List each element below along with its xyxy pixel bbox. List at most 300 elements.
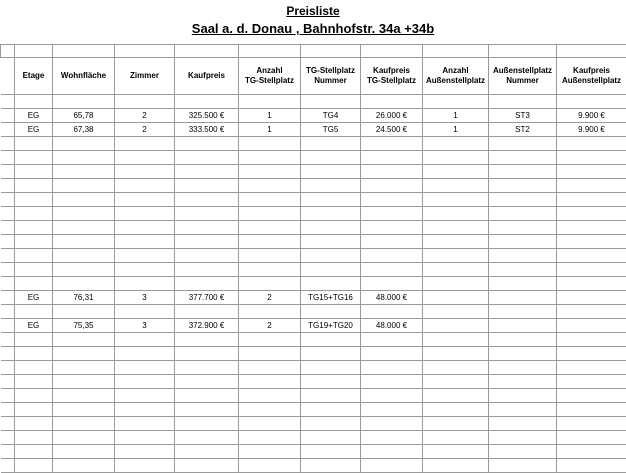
table-cell[interactable]: 65,78 <box>53 109 115 123</box>
table-cell-empty[interactable] <box>239 165 301 179</box>
table-row[interactable] <box>1 445 626 459</box>
table-cell-empty[interactable] <box>239 235 301 249</box>
table-cell-empty[interactable] <box>53 277 115 291</box>
table-cell-empty[interactable] <box>175 221 239 235</box>
table-cell-empty[interactable] <box>15 403 53 417</box>
table-cell-empty[interactable] <box>53 263 115 277</box>
table-cell-empty[interactable] <box>15 193 53 207</box>
table-cell[interactable]: 1 <box>239 123 301 137</box>
table-cell-empty[interactable] <box>301 417 361 431</box>
table-cell-empty[interactable] <box>115 179 175 193</box>
table-cell-empty[interactable] <box>361 263 423 277</box>
table-cell-empty[interactable] <box>15 249 53 263</box>
table-cell-empty[interactable] <box>489 179 557 193</box>
table-cell-empty[interactable] <box>557 375 626 389</box>
table-cell-empty[interactable] <box>361 403 423 417</box>
table-cell-empty[interactable] <box>361 305 423 319</box>
table-cell-empty[interactable] <box>53 459 115 473</box>
table-cell-empty[interactable] <box>1 305 15 319</box>
table-row[interactable] <box>1 95 626 109</box>
table-cell[interactable] <box>423 291 489 305</box>
table-cell-empty[interactable] <box>423 459 489 473</box>
table-cell-empty[interactable] <box>557 151 626 165</box>
table-cell-empty[interactable] <box>53 417 115 431</box>
table-cell-empty[interactable] <box>175 375 239 389</box>
table-cell-empty[interactable] <box>1 137 15 151</box>
table-row[interactable] <box>1 417 626 431</box>
table-cell-empty[interactable] <box>115 305 175 319</box>
table-cell-empty[interactable] <box>361 179 423 193</box>
table-cell-empty[interactable] <box>175 389 239 403</box>
table-cell-empty[interactable] <box>175 277 239 291</box>
table-cell-empty[interactable] <box>489 207 557 221</box>
table-cell-empty[interactable] <box>1 95 15 109</box>
table-cell[interactable]: 372.900 € <box>175 319 239 333</box>
table-cell-empty[interactable] <box>53 249 115 263</box>
table-cell-empty[interactable] <box>115 333 175 347</box>
table-cell[interactable]: EG <box>15 123 53 137</box>
table-cell-empty[interactable] <box>239 403 301 417</box>
table-cell-empty[interactable] <box>15 375 53 389</box>
table-cell-empty[interactable] <box>301 165 361 179</box>
table-cell-empty[interactable] <box>239 277 301 291</box>
table-cell-empty[interactable] <box>301 151 361 165</box>
table-row[interactable] <box>1 375 626 389</box>
table-row[interactable] <box>1 361 626 375</box>
table-cell[interactable]: 2 <box>239 319 301 333</box>
table-cell-empty[interactable] <box>301 235 361 249</box>
table-cell-empty[interactable] <box>1 431 15 445</box>
table-cell-empty[interactable] <box>53 207 115 221</box>
table-cell-empty[interactable] <box>361 333 423 347</box>
table-cell-empty[interactable] <box>1 193 15 207</box>
table-cell-empty[interactable] <box>557 95 626 109</box>
table-cell-empty[interactable] <box>15 347 53 361</box>
table-cell-empty[interactable] <box>15 389 53 403</box>
table-cell-empty[interactable] <box>557 417 626 431</box>
table-cell-empty[interactable] <box>557 179 626 193</box>
table-cell-empty[interactable] <box>53 151 115 165</box>
table-cell-empty[interactable] <box>115 207 175 221</box>
table-cell-empty[interactable] <box>175 249 239 263</box>
table-row[interactable] <box>1 263 626 277</box>
table-cell-empty[interactable] <box>175 431 239 445</box>
table-cell[interactable] <box>423 319 489 333</box>
table-cell-empty[interactable] <box>115 459 175 473</box>
table-cell-empty[interactable] <box>239 207 301 221</box>
table-cell-empty[interactable] <box>361 165 423 179</box>
table-cell-empty[interactable] <box>15 95 53 109</box>
table-cell-empty[interactable] <box>489 375 557 389</box>
table-cell-empty[interactable] <box>301 249 361 263</box>
table-cell-empty[interactable] <box>301 137 361 151</box>
table-cell-empty[interactable] <box>489 137 557 151</box>
table-cell-empty[interactable] <box>301 263 361 277</box>
table-cell-empty[interactable] <box>301 347 361 361</box>
table-cell-empty[interactable] <box>301 193 361 207</box>
table-cell-empty[interactable] <box>175 165 239 179</box>
table-cell-empty[interactable] <box>115 389 175 403</box>
table-cell-empty[interactable] <box>489 347 557 361</box>
table-cell[interactable]: 24.500 € <box>361 123 423 137</box>
table-cell-empty[interactable] <box>175 179 239 193</box>
table-cell-empty[interactable] <box>301 333 361 347</box>
table-cell-empty[interactable] <box>361 431 423 445</box>
table-cell[interactable]: ST3 <box>489 109 557 123</box>
table-cell-empty[interactable] <box>53 389 115 403</box>
table-cell-empty[interactable] <box>15 207 53 221</box>
table-cell-empty[interactable] <box>557 137 626 151</box>
table-cell-empty[interactable] <box>361 347 423 361</box>
table-row[interactable] <box>1 319 626 333</box>
table-cell-empty[interactable] <box>361 361 423 375</box>
table-cell-empty[interactable] <box>361 445 423 459</box>
table-cell-empty[interactable] <box>557 263 626 277</box>
table-cell-empty[interactable] <box>53 361 115 375</box>
table-cell-empty[interactable] <box>423 137 489 151</box>
table-cell-empty[interactable] <box>239 347 301 361</box>
table-row[interactable] <box>1 459 626 473</box>
table-cell[interactable]: 76,31 <box>53 291 115 305</box>
table-cell-empty[interactable] <box>301 305 361 319</box>
table-cell-empty[interactable] <box>239 431 301 445</box>
table-row[interactable] <box>1 137 626 151</box>
table-cell-empty[interactable] <box>361 207 423 221</box>
table-cell-empty[interactable] <box>1 221 15 235</box>
table-cell-empty[interactable] <box>423 221 489 235</box>
table-cell-empty[interactable] <box>423 277 489 291</box>
table-cell-empty[interactable] <box>115 347 175 361</box>
table-cell-empty[interactable] <box>423 151 489 165</box>
table-cell-empty[interactable] <box>115 431 175 445</box>
table-cell[interactable]: 333.500 € <box>175 123 239 137</box>
table-cell-empty[interactable] <box>115 193 175 207</box>
table-cell-empty[interactable] <box>175 151 239 165</box>
table-cell-empty[interactable] <box>489 333 557 347</box>
table-cell-empty[interactable] <box>1 207 15 221</box>
table-cell[interactable] <box>1 291 15 305</box>
table-cell-empty[interactable] <box>423 333 489 347</box>
table-cell-empty[interactable] <box>175 361 239 375</box>
table-cell-empty[interactable] <box>1 361 15 375</box>
table-row[interactable] <box>1 389 626 403</box>
table-cell-empty[interactable] <box>301 277 361 291</box>
table-cell-empty[interactable] <box>115 277 175 291</box>
table-cell-empty[interactable] <box>489 431 557 445</box>
table-cell-empty[interactable] <box>489 95 557 109</box>
table-cell[interactable]: 2 <box>115 109 175 123</box>
table-cell-empty[interactable] <box>557 305 626 319</box>
table-cell-empty[interactable] <box>423 361 489 375</box>
table-cell[interactable] <box>489 291 557 305</box>
table-row[interactable] <box>1 123 626 137</box>
table-row[interactable] <box>1 193 626 207</box>
table-cell-empty[interactable] <box>489 361 557 375</box>
table-cell-empty[interactable] <box>175 193 239 207</box>
table-cell-empty[interactable] <box>301 361 361 375</box>
table-row[interactable] <box>1 165 626 179</box>
table-cell-empty[interactable] <box>175 95 239 109</box>
table-cell-empty[interactable] <box>361 417 423 431</box>
table-cell-empty[interactable] <box>301 95 361 109</box>
table-cell[interactable]: TG5 <box>301 123 361 137</box>
table-cell-empty[interactable] <box>489 263 557 277</box>
table-cell-empty[interactable] <box>15 151 53 165</box>
table-cell-empty[interactable] <box>15 459 53 473</box>
table-cell[interactable]: TG15+TG16 <box>301 291 361 305</box>
table-cell-empty[interactable] <box>1 263 15 277</box>
table-cell[interactable]: TG19+TG20 <box>301 319 361 333</box>
table-cell-empty[interactable] <box>361 389 423 403</box>
table-row[interactable] <box>1 249 626 263</box>
table-cell-empty[interactable] <box>423 95 489 109</box>
table-cell-empty[interactable] <box>557 249 626 263</box>
table-cell-empty[interactable] <box>1 249 15 263</box>
table-row[interactable] <box>1 221 626 235</box>
table-cell-empty[interactable] <box>301 221 361 235</box>
table-cell-empty[interactable] <box>557 361 626 375</box>
table-cell[interactable]: EG <box>15 109 53 123</box>
table-cell-empty[interactable] <box>361 193 423 207</box>
table-cell-empty[interactable] <box>53 95 115 109</box>
table-cell-empty[interactable] <box>115 151 175 165</box>
table-cell-empty[interactable] <box>423 389 489 403</box>
table-cell-empty[interactable] <box>15 221 53 235</box>
table-cell-empty[interactable] <box>423 193 489 207</box>
table-cell-empty[interactable] <box>557 333 626 347</box>
table-cell[interactable] <box>1 319 15 333</box>
table-cell-empty[interactable] <box>15 277 53 291</box>
table-cell-empty[interactable] <box>423 235 489 249</box>
table-cell-empty[interactable] <box>1 277 15 291</box>
table-cell-empty[interactable] <box>239 263 301 277</box>
table-cell-empty[interactable] <box>489 193 557 207</box>
table-cell-empty[interactable] <box>489 305 557 319</box>
table-cell-empty[interactable] <box>239 459 301 473</box>
table-cell-empty[interactable] <box>239 151 301 165</box>
table-cell-empty[interactable] <box>489 403 557 417</box>
table-cell-empty[interactable] <box>15 165 53 179</box>
table-cell-empty[interactable] <box>239 95 301 109</box>
table-cell[interactable]: 3 <box>115 319 175 333</box>
table-cell-empty[interactable] <box>239 137 301 151</box>
table-row[interactable] <box>1 277 626 291</box>
table-cell-empty[interactable] <box>239 445 301 459</box>
table-cell[interactable]: 26.000 € <box>361 109 423 123</box>
table-cell-empty[interactable] <box>115 361 175 375</box>
table-cell-empty[interactable] <box>15 137 53 151</box>
table-cell-empty[interactable] <box>239 193 301 207</box>
table-cell-empty[interactable] <box>361 235 423 249</box>
table-cell-empty[interactable] <box>557 277 626 291</box>
table-cell-empty[interactable] <box>489 249 557 263</box>
table-cell[interactable]: TG4 <box>301 109 361 123</box>
table-row[interactable] <box>1 333 626 347</box>
table-cell-empty[interactable] <box>239 221 301 235</box>
table-cell[interactable]: 9.900 € <box>557 109 626 123</box>
table-cell-empty[interactable] <box>489 221 557 235</box>
table-cell-empty[interactable] <box>423 375 489 389</box>
table-cell[interactable] <box>489 319 557 333</box>
table-cell-empty[interactable] <box>53 235 115 249</box>
table-cell-empty[interactable] <box>115 221 175 235</box>
table-cell-empty[interactable] <box>175 347 239 361</box>
table-cell-empty[interactable] <box>239 179 301 193</box>
table-cell[interactable] <box>557 319 626 333</box>
table-row[interactable] <box>1 291 626 305</box>
table-cell-empty[interactable] <box>53 179 115 193</box>
table-cell-empty[interactable] <box>557 207 626 221</box>
table-cell-empty[interactable] <box>361 221 423 235</box>
table-cell-empty[interactable] <box>423 263 489 277</box>
table-cell-empty[interactable] <box>301 459 361 473</box>
table-cell[interactable]: 1 <box>239 109 301 123</box>
table-cell-empty[interactable] <box>53 193 115 207</box>
table-row[interactable] <box>1 431 626 445</box>
table-cell-empty[interactable] <box>15 431 53 445</box>
table-cell[interactable]: 377.700 € <box>175 291 239 305</box>
table-cell-empty[interactable] <box>361 249 423 263</box>
table-cell-empty[interactable] <box>423 431 489 445</box>
table-cell-empty[interactable] <box>15 361 53 375</box>
table-cell-empty[interactable] <box>15 445 53 459</box>
table-cell[interactable]: 67,38 <box>53 123 115 137</box>
table-cell-empty[interactable] <box>557 235 626 249</box>
table-cell-empty[interactable] <box>115 137 175 151</box>
table-cell-empty[interactable] <box>175 417 239 431</box>
table-cell-empty[interactable] <box>489 165 557 179</box>
table-cell-empty[interactable] <box>115 235 175 249</box>
table-cell-empty[interactable] <box>1 165 15 179</box>
table-cell-empty[interactable] <box>239 389 301 403</box>
table-cell-empty[interactable] <box>115 445 175 459</box>
table-cell-empty[interactable] <box>423 347 489 361</box>
table-cell-empty[interactable] <box>175 333 239 347</box>
table-cell-empty[interactable] <box>53 445 115 459</box>
table-cell-empty[interactable] <box>115 95 175 109</box>
table-cell-empty[interactable] <box>423 207 489 221</box>
table-cell-empty[interactable] <box>1 417 15 431</box>
table-cell-empty[interactable] <box>489 389 557 403</box>
table-row[interactable] <box>1 179 626 193</box>
table-cell-empty[interactable] <box>1 151 15 165</box>
table-row[interactable] <box>1 347 626 361</box>
table-cell[interactable]: 1 <box>423 109 489 123</box>
table-cell[interactable] <box>557 291 626 305</box>
table-cell-empty[interactable] <box>489 235 557 249</box>
table-cell-empty[interactable] <box>115 249 175 263</box>
table-cell-empty[interactable] <box>489 445 557 459</box>
table-cell-empty[interactable] <box>239 333 301 347</box>
table-cell-empty[interactable] <box>115 263 175 277</box>
table-cell-empty[interactable] <box>175 263 239 277</box>
table-cell-empty[interactable] <box>175 459 239 473</box>
table-cell[interactable]: 325.500 € <box>175 109 239 123</box>
table-cell-empty[interactable] <box>557 459 626 473</box>
table-cell-empty[interactable] <box>15 179 53 193</box>
table-cell[interactable]: 48.000 € <box>361 319 423 333</box>
table-cell-empty[interactable] <box>1 375 15 389</box>
table-cell-empty[interactable] <box>239 375 301 389</box>
table-cell-empty[interactable] <box>557 221 626 235</box>
table-cell-empty[interactable] <box>301 445 361 459</box>
table-cell-empty[interactable] <box>557 403 626 417</box>
table-cell-empty[interactable] <box>15 235 53 249</box>
table-cell[interactable] <box>1 109 15 123</box>
table-cell-empty[interactable] <box>489 277 557 291</box>
table-cell-empty[interactable] <box>1 459 15 473</box>
table-row[interactable] <box>1 235 626 249</box>
table-cell-empty[interactable] <box>1 333 15 347</box>
table-cell-empty[interactable] <box>53 165 115 179</box>
table-cell-empty[interactable] <box>489 459 557 473</box>
table-cell-empty[interactable] <box>361 277 423 291</box>
table-row[interactable] <box>1 109 626 123</box>
table-cell-empty[interactable] <box>53 333 115 347</box>
table-cell-empty[interactable] <box>175 137 239 151</box>
table-cell-empty[interactable] <box>175 235 239 249</box>
table-cell-empty[interactable] <box>1 179 15 193</box>
table-cell-empty[interactable] <box>423 179 489 193</box>
table-cell-empty[interactable] <box>53 431 115 445</box>
table-cell-empty[interactable] <box>361 375 423 389</box>
table-cell-empty[interactable] <box>557 165 626 179</box>
table-cell-empty[interactable] <box>53 375 115 389</box>
table-cell-empty[interactable] <box>53 347 115 361</box>
table-cell-empty[interactable] <box>1 235 15 249</box>
table-cell-empty[interactable] <box>53 305 115 319</box>
table-row[interactable] <box>1 207 626 221</box>
table-cell-empty[interactable] <box>301 179 361 193</box>
table-cell-empty[interactable] <box>361 95 423 109</box>
table-cell-empty[interactable] <box>301 389 361 403</box>
table-cell-empty[interactable] <box>301 207 361 221</box>
table-cell-empty[interactable] <box>175 305 239 319</box>
table-cell-empty[interactable] <box>423 165 489 179</box>
table-cell[interactable]: EG <box>15 291 53 305</box>
table-cell-empty[interactable] <box>239 249 301 263</box>
table-cell-empty[interactable] <box>239 305 301 319</box>
table-cell-empty[interactable] <box>115 403 175 417</box>
table-cell-empty[interactable] <box>423 445 489 459</box>
table-cell-empty[interactable] <box>301 375 361 389</box>
table-cell-empty[interactable] <box>1 347 15 361</box>
table-cell[interactable]: 3 <box>115 291 175 305</box>
table-cell-empty[interactable] <box>239 361 301 375</box>
table-cell[interactable] <box>1 123 15 137</box>
table-cell-empty[interactable] <box>53 137 115 151</box>
table-cell-empty[interactable] <box>489 417 557 431</box>
table-row[interactable] <box>1 403 626 417</box>
table-cell-empty[interactable] <box>1 403 15 417</box>
table-cell-empty[interactable] <box>115 417 175 431</box>
table-cell-empty[interactable] <box>361 151 423 165</box>
table-row[interactable] <box>1 151 626 165</box>
table-cell-empty[interactable] <box>301 431 361 445</box>
table-cell[interactable]: 1 <box>423 123 489 137</box>
table-cell-empty[interactable] <box>557 347 626 361</box>
table-cell-empty[interactable] <box>423 417 489 431</box>
table-cell-empty[interactable] <box>423 305 489 319</box>
table-cell-empty[interactable] <box>557 445 626 459</box>
table-row[interactable] <box>1 305 626 319</box>
table-cell[interactable]: 48.000 € <box>361 291 423 305</box>
table-cell-empty[interactable] <box>557 389 626 403</box>
table-cell[interactable]: 75,35 <box>53 319 115 333</box>
table-cell-empty[interactable] <box>361 137 423 151</box>
table-cell-empty[interactable] <box>15 263 53 277</box>
table-cell[interactable]: 9.900 € <box>557 123 626 137</box>
